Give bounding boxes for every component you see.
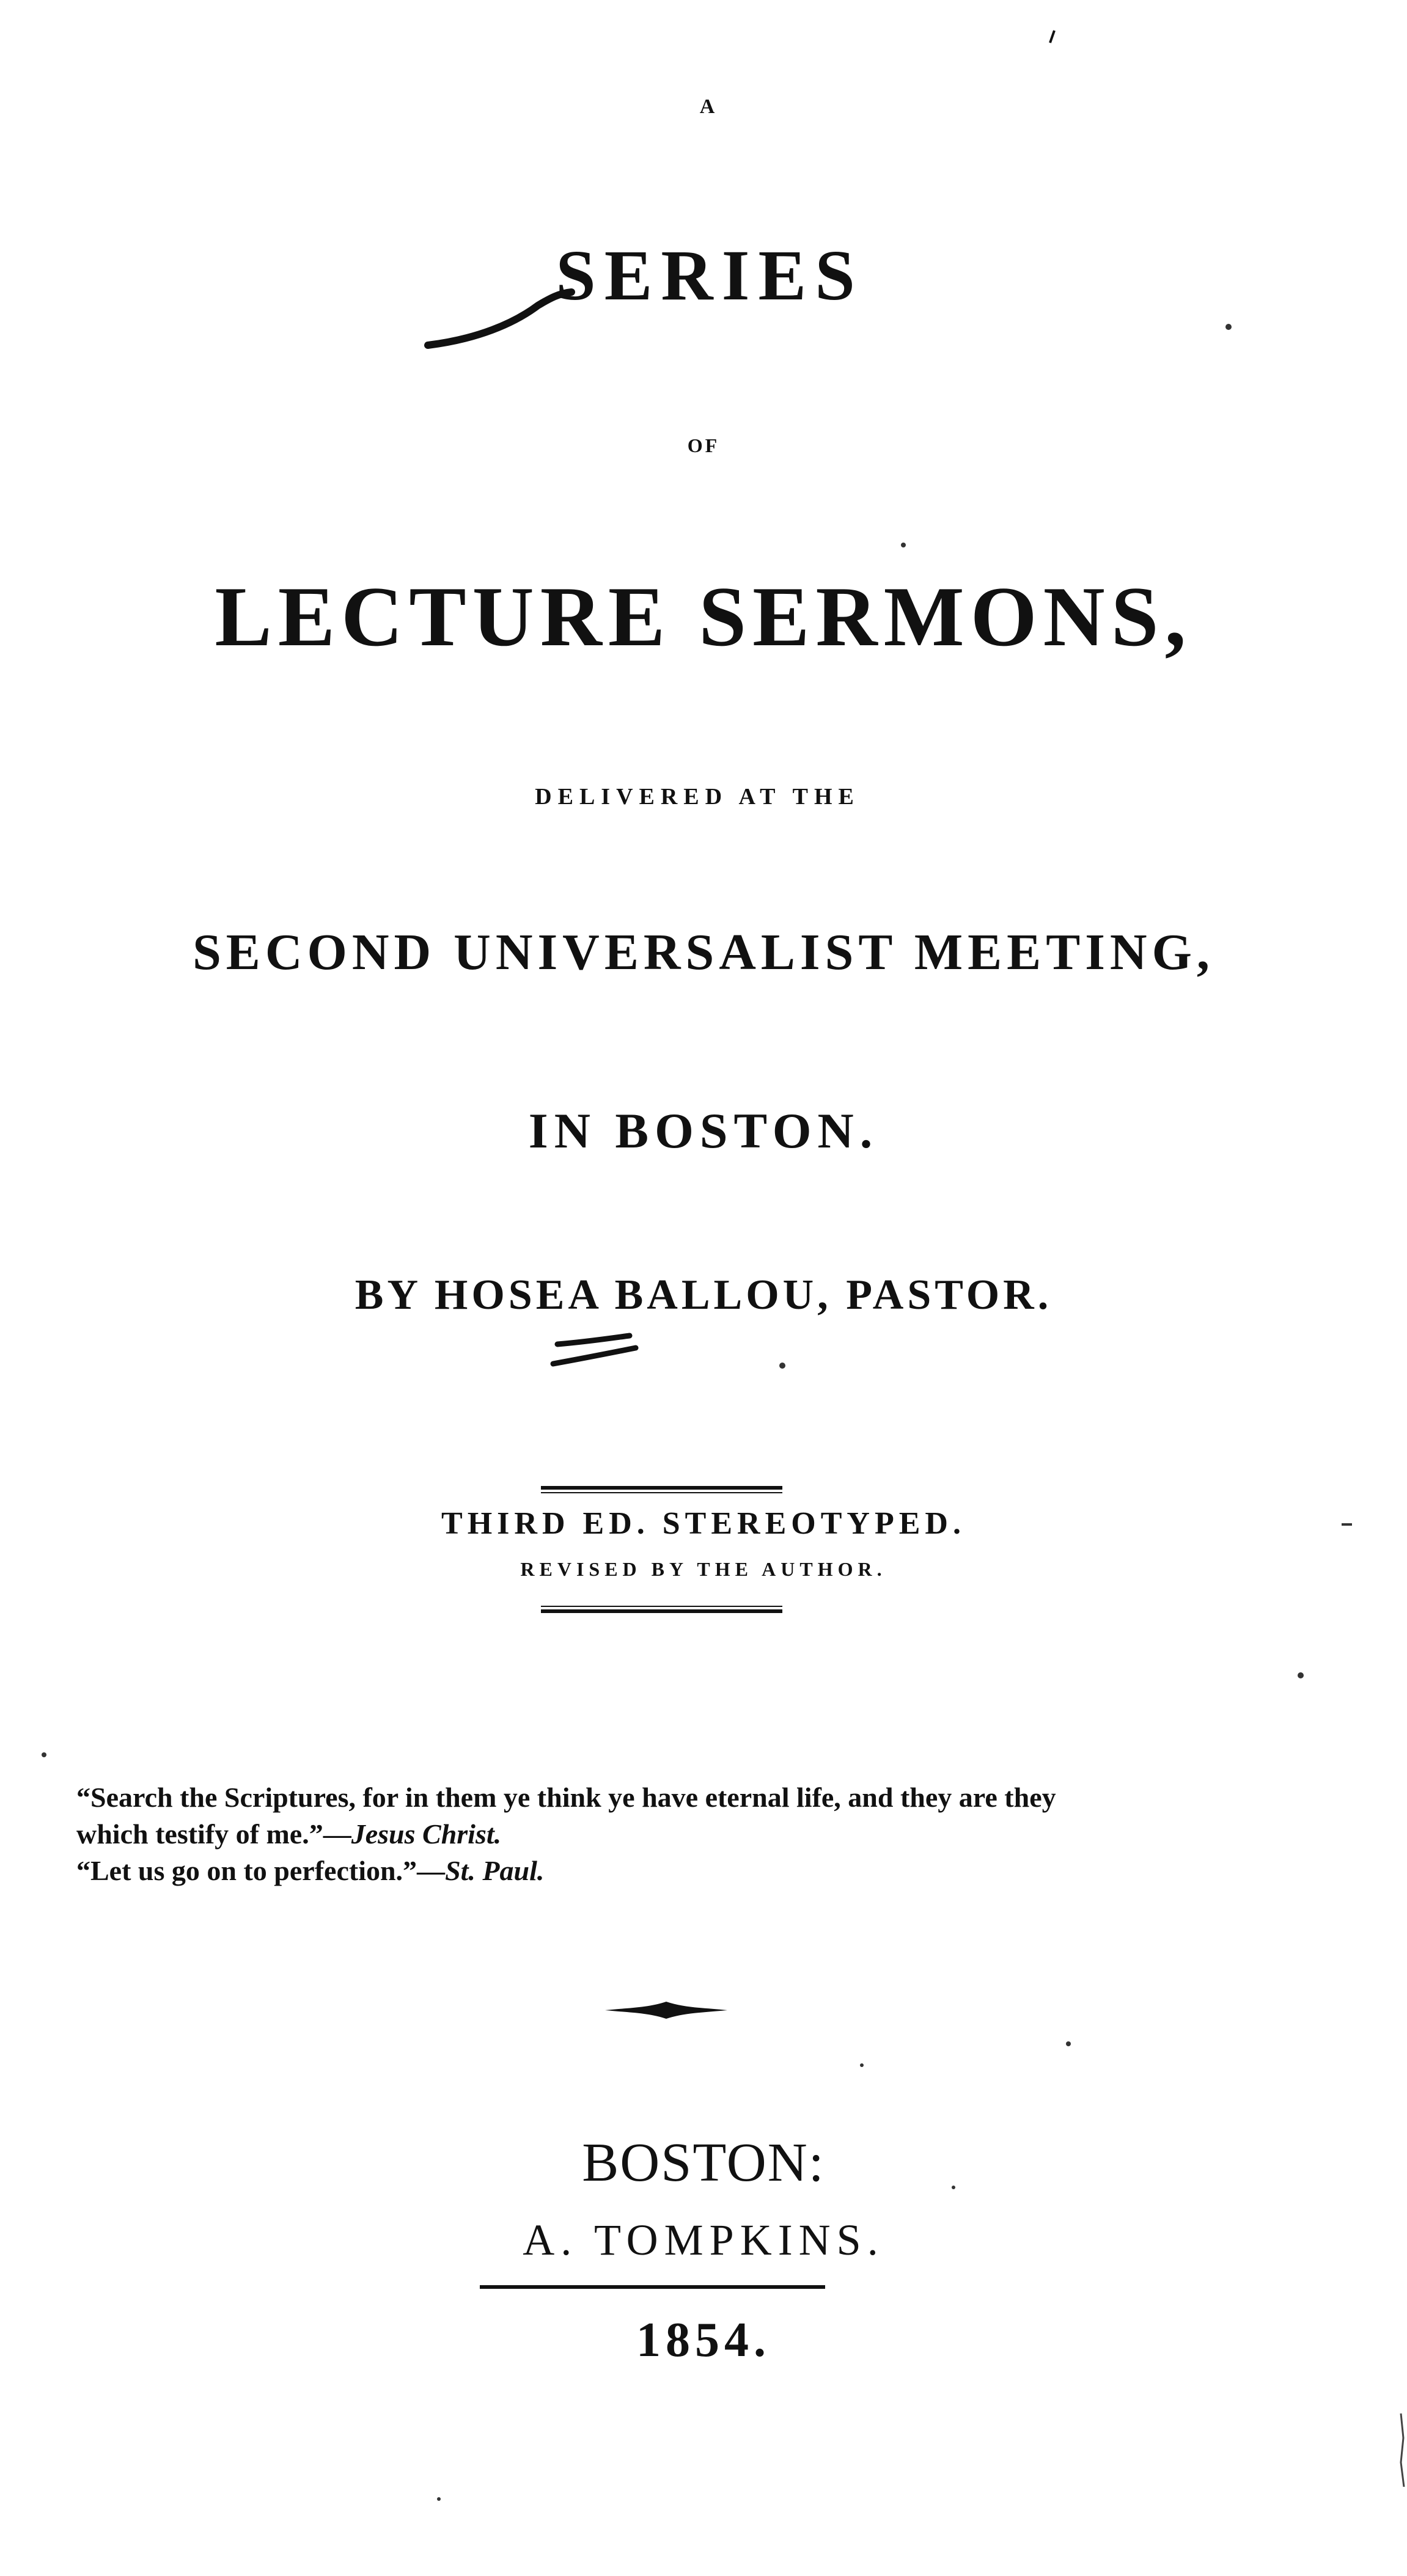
place-line: IN BOSTON. <box>528 1103 879 1158</box>
pen-tick-corner-icon <box>1050 31 1054 43</box>
epigraph-attribution-paul: St. Paul. <box>445 1855 545 1886</box>
edition-rule-top-thick <box>541 1486 782 1490</box>
edition-rule-top-thin <box>541 1492 782 1493</box>
title-article: A <box>699 95 718 118</box>
speck-dot-icon <box>901 543 906 547</box>
pen-stroke-ballou-icon <box>557 1336 630 1344</box>
page-edge-speckle-icon <box>1401 2413 1404 2487</box>
speck-dot-icon <box>1225 324 1232 330</box>
epigraph-line-2-text: which testify of me.”— <box>76 1818 351 1850</box>
edition-line: THIRD ED. STEREOTYPED. <box>441 1506 966 1541</box>
epigraph-attribution-jesus: Jesus Christ. <box>351 1818 502 1850</box>
speck-dot-icon <box>860 2063 864 2067</box>
author-line: BY HOSEA BALLOU, PASTOR. <box>355 1272 1052 1319</box>
imprint-publisher: A. TOMPKINS. <box>523 2216 884 2264</box>
imprint-year: 1854. <box>636 2313 771 2367</box>
edition-rule-bottom-thin <box>541 1606 782 1607</box>
imprint-rule <box>480 2285 825 2289</box>
revised-line: REVISED BY THE AUTHOR. <box>520 1558 887 1580</box>
speck-dot-icon <box>1066 2041 1071 2046</box>
epigraph-line-3 <box>76 1853 1250 1889</box>
title-series: SERIES <box>556 235 864 315</box>
epigraph-line-3-text: “Let us go on to perfection.”— <box>76 1855 446 1886</box>
speck-dot-icon <box>1298 1672 1304 1678</box>
title-of: OF <box>687 434 720 456</box>
delivered-at-line: DELIVERED AT THE <box>535 784 860 810</box>
main-title: LECTURE SERMONS, <box>215 569 1192 664</box>
imprint-city: BOSTON: <box>582 2132 825 2193</box>
speck-dot-icon <box>779 1363 785 1369</box>
meeting-name: SECOND UNIVERSALIST MEETING, <box>193 924 1214 981</box>
epigraph-line-2 <box>76 1816 1250 1853</box>
edition-rule-bottom-thick <box>541 1609 782 1613</box>
epigraph-line-1: “Search the Scriptures, for in them ye think ye have eternal life, and they are they <box>76 1782 1056 1813</box>
pen-stroke-ballou-lower-icon <box>553 1348 636 1364</box>
diamond-ornament-icon <box>605 1998 727 2022</box>
speck-dot-icon <box>42 1752 46 1757</box>
speck-dot-icon <box>437 2497 441 2501</box>
